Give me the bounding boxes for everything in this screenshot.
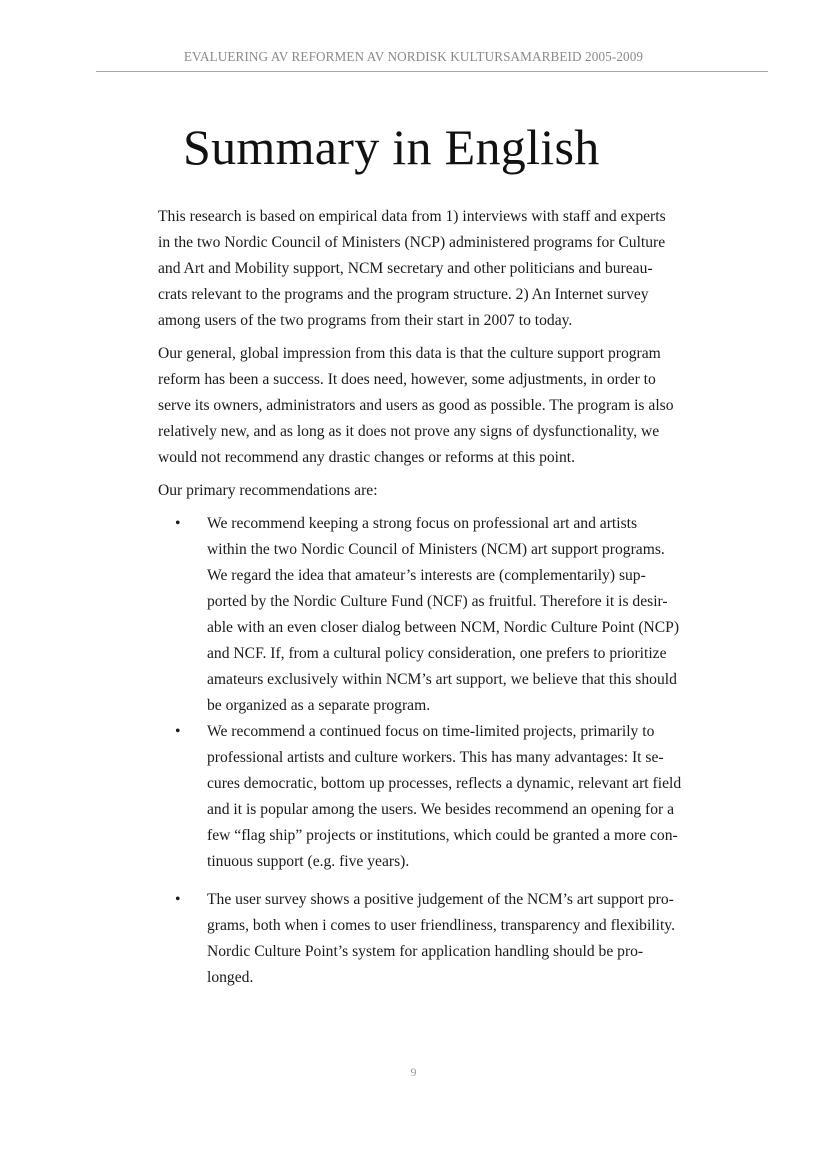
text-line: We recommend keeping a strong focus on professional art and artists: [207, 515, 638, 532]
text-line: few “flag ship” projects or institutions, which could be granted a more con-: [207, 827, 678, 844]
text-line: serve its owners, administrators and users as good as possible. The program is also: [158, 397, 674, 414]
list-item: [158, 887, 718, 991]
text-line: and NCF. If, from a cultural policy consideration, one prefers to prioritize: [207, 645, 667, 662]
text-line: able with an even closer dialog between NCM, Nordic Culture Point (NCP): [207, 619, 680, 636]
bullet-icon: •: [175, 891, 181, 908]
text-line: and it is popular among the users. We besides recommend an opening for a: [207, 801, 675, 818]
text-line: We regard the idea that amateur’s interests are (complementarily) sup-: [207, 567, 646, 584]
text-line: be organized as a separate program.: [207, 697, 431, 714]
text-line: within the two Nordic Council of Ministers (NCM) art support programs.: [207, 541, 665, 558]
text-line: among users of the two programs from their start in 2007 to today.: [158, 312, 573, 329]
bullet-icon: •: [175, 723, 181, 740]
list-item: [158, 719, 718, 875]
text-line: tinuous support (e.g. five years).: [207, 853, 410, 870]
paragraph-intro: [158, 204, 718, 334]
text-line: Nordic Culture Point’s system for application handling should be pro-: [207, 943, 644, 960]
text-line: in the two Nordic Council of Ministers (NCP) administered programs for Culture: [158, 234, 666, 251]
text-line: This research is based on empirical data from 1) interviews with staff and experts: [158, 208, 666, 225]
text-line: reform has been a success. It does need, however, some adjustments, in order to: [158, 371, 656, 388]
text-line: cures democratic, bottom up processes, reflects a dynamic, relevant art field: [207, 775, 682, 792]
paragraph-recommendations-intro: [158, 478, 718, 504]
header-divider: [96, 71, 768, 72]
text-line: would not recommend any drastic changes or reforms at this point.: [158, 449, 576, 466]
text-line: Our primary recommendations are:: [158, 482, 378, 499]
list-item: [158, 511, 718, 719]
text-line: amateurs exclusively within NCM’s art support, we believe that this should: [207, 671, 677, 688]
text-line: professional artists and culture workers. This has many advantages: It se-: [207, 749, 664, 766]
bullet-icon: •: [175, 515, 181, 532]
text-line: We recommend a continued focus on time-limited projects, primarily to: [207, 723, 655, 740]
text-line: grams, both when i comes to user friendliness, transparency and flexibility.: [207, 917, 675, 934]
text-line: Our general, global impression from this data is that the culture support program: [158, 345, 661, 362]
paragraph-impression: [158, 341, 718, 471]
recommendations-list: [158, 511, 718, 991]
page-number: 9: [410, 1065, 417, 1079]
text-line: relatively new, and as long as it does not prove any signs of dysfunctionality, we: [158, 423, 660, 440]
page-title: Summary in English: [183, 119, 600, 175]
text-line: and Art and Mobility support, NCM secretary and other politicians and bureau-: [158, 260, 653, 277]
text-line: ported by the Nordic Culture Fund (NCF) as fruitful. Therefore it is desir-: [207, 593, 668, 610]
text-line: crats relevant to the programs and the program structure. 2) An Internet survey: [158, 286, 649, 303]
text-line: The user survey shows a positive judgement of the NCM’s art support pro-: [207, 891, 674, 908]
text-line: longed.: [207, 969, 254, 986]
document-body: [158, 204, 718, 991]
running-header: EVALUERING AV REFORMEN AV NORDISK KULTURSAMARBEID 2005-2009: [183, 49, 644, 64]
